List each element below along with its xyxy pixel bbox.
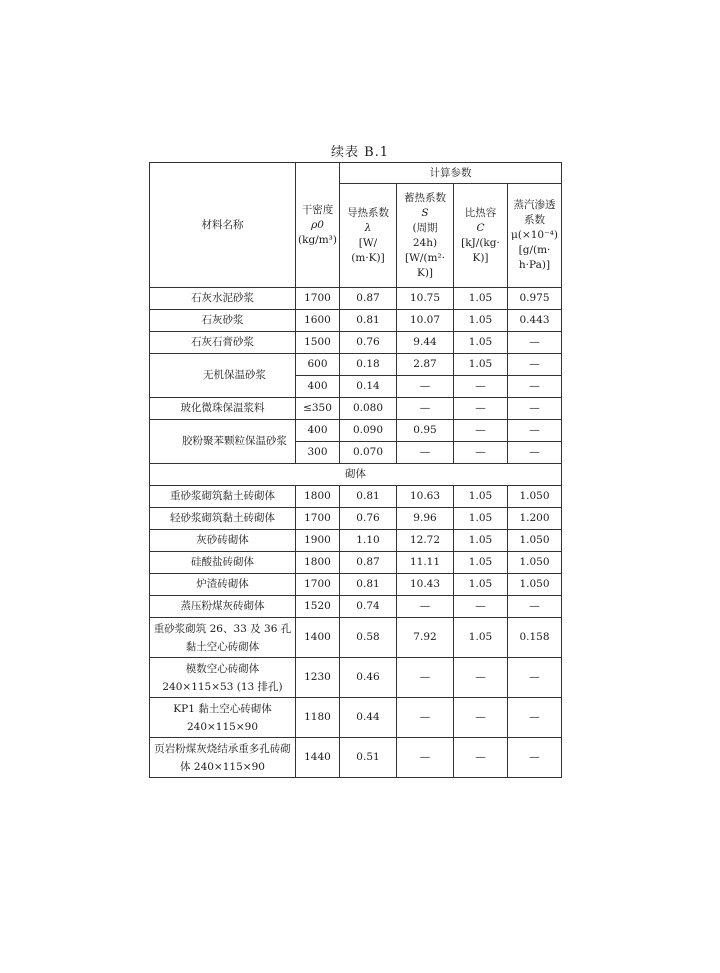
s-cell: — [397,658,454,698]
material-name-cell: 灰砂砖砌体 [150,530,296,552]
density-cell: 1600 [296,310,340,332]
density-cell: 1520 [296,596,340,618]
mu-cell: — [508,658,562,698]
material-name-cell: 石灰砂浆 [150,310,296,332]
c-cell: 1.05 [454,530,508,552]
lambda-cell: 0.76 [340,332,397,354]
density-cell: 1180 [296,698,340,738]
c-cell: — [454,738,508,778]
c-cell: 1.05 [454,618,508,658]
table-row [150,596,562,618]
material-name-cell: 模数空心砖砌体 240×115×53 (13 排孔) [150,658,296,698]
section-row [150,464,562,486]
material-name-cell: 石灰水泥砂浆 [150,288,296,310]
density-cell: 600 [296,354,340,376]
density-cell: 1400 [296,618,340,658]
table-row [150,618,562,658]
mu-cell: 1.200 [508,508,562,530]
c-cell: — [454,398,508,420]
lambda-cell: 0.87 [340,552,397,574]
table-row [150,698,562,738]
s-cell: — [397,596,454,618]
table-caption: 续表 B.1 [330,145,390,160]
table-row [150,658,562,698]
table-row [150,354,562,376]
table-row [150,552,562,574]
density-cell: 1900 [296,530,340,552]
material-name-cell: KP1 黏土空心砖砌体 240×115×90 [150,698,296,738]
c-cell: 1.05 [454,310,508,332]
lambda-cell: 0.87 [340,288,397,310]
lambda-cell: 0.76 [340,508,397,530]
table-row [150,738,562,778]
header-row-1 [150,163,562,184]
material-parameter-table [149,162,562,778]
s-cell: — [397,376,454,398]
mu-cell: 1.050 [508,530,562,552]
lambda-cell: 0.81 [340,310,397,332]
section-label: 砌体 [150,464,562,486]
header-lambda: 导热系数 λ [W/ (m·K)] [340,184,397,288]
s-cell: 9.44 [397,332,454,354]
lambda-cell: 0.18 [340,354,397,376]
lambda-cell: 0.51 [340,738,397,778]
header-s: 蓄热系数 S (周期 24h) [W/(m²· K)] [397,184,454,288]
density-cell: 400 [296,376,340,398]
lambda-cell: 0.14 [340,376,397,398]
s-cell: — [397,698,454,738]
c-cell: 1.05 [454,552,508,574]
mu-cell: — [508,420,562,442]
table-row [150,530,562,552]
mu-cell: 0.158 [508,618,562,658]
material-name-cell: 无机保温砂浆 [150,354,296,398]
c-cell: — [454,596,508,618]
density-cell: 400 [296,420,340,442]
s-cell: 10.07 [397,310,454,332]
lambda-cell: 0.58 [340,618,397,658]
table-row [150,420,562,442]
mu-cell: — [508,596,562,618]
table-row [150,398,562,420]
mu-cell: 1.050 [508,574,562,596]
lambda-cell: 0.46 [340,658,397,698]
density-cell: 1800 [296,552,340,574]
lambda-cell: 0.070 [340,442,397,464]
header-material-name: 材料名称 [150,163,296,288]
header-calc-params: 计算参数 [340,163,562,184]
material-name-cell: 石灰石膏砂浆 [150,332,296,354]
material-name-cell: 蒸压粉煤灰砖砌体 [150,596,296,618]
mu-cell: 1.050 [508,552,562,574]
density-cell: 1440 [296,738,340,778]
mu-cell: — [508,698,562,738]
density-cell: 300 [296,442,340,464]
material-name-cell: 玻化微珠保温浆料 [150,398,296,420]
mu-cell: — [508,376,562,398]
header-density: 干密度 ρ0 (kg/m³) [296,163,340,288]
density-cell: 1700 [296,288,340,310]
s-cell: 10.75 [397,288,454,310]
table-row [150,310,562,332]
table-row [150,332,562,354]
lambda-cell: 0.080 [340,398,397,420]
mu-cell: — [508,332,562,354]
s-cell: 2.87 [397,354,454,376]
lambda-cell: 0.74 [340,596,397,618]
density-cell: 1700 [296,508,340,530]
c-cell: — [454,442,508,464]
c-cell: 1.05 [454,354,508,376]
lambda-cell: 0.090 [340,420,397,442]
density-cell: 1500 [296,332,340,354]
material-name-cell: 硅酸盐砖砌体 [150,552,296,574]
c-cell: 1.05 [454,288,508,310]
header-mu: 蒸汽渗透 系数 μ(×10⁻⁴) [g/(m· h·Pa)] [508,184,562,288]
mu-cell: — [508,442,562,464]
s-cell: 12.72 [397,530,454,552]
s-cell: 0.95 [397,420,454,442]
c-cell: 1.05 [454,574,508,596]
density-cell: 1230 [296,658,340,698]
density-cell: 1700 [296,574,340,596]
mu-cell: 0.975 [508,288,562,310]
material-name-cell: 轻砂浆砌筑黏土砖砌体 [150,508,296,530]
density-cell: 1800 [296,486,340,508]
mu-cell: 0.443 [508,310,562,332]
c-cell: — [454,698,508,738]
c-cell: 1.05 [454,486,508,508]
s-cell: — [397,442,454,464]
s-cell: 10.63 [397,486,454,508]
material-name-cell: 重砂浆砌筑 26、33 及 36 孔黏土空心砖砌体 [150,618,296,658]
table-row [150,574,562,596]
mu-cell: — [508,354,562,376]
table-row [150,288,562,310]
material-name-cell: 页岩粉煤灰烧结承重多孔砖砌体 240×115×90 [150,738,296,778]
material-name-cell: 炉渣砖砌体 [150,574,296,596]
s-cell: 10.43 [397,574,454,596]
s-cell: 7.92 [397,618,454,658]
lambda-cell: 0.81 [340,486,397,508]
table-row [150,508,562,530]
s-cell: 11.11 [397,552,454,574]
mu-cell: — [508,398,562,420]
mu-cell: — [508,738,562,778]
material-name-cell: 胶粉聚苯颗粒保温砂浆 [150,420,296,464]
s-cell: — [397,398,454,420]
lambda-cell: 0.44 [340,698,397,738]
header-c: 比热容 C [kJ/(kg· K)] [454,184,508,288]
c-cell: 1.05 [454,332,508,354]
table-row [150,486,562,508]
lambda-cell: 0.81 [340,574,397,596]
s-cell: 9.96 [397,508,454,530]
c-cell: — [454,420,508,442]
c-cell: — [454,376,508,398]
lambda-cell: 1.10 [340,530,397,552]
c-cell: — [454,658,508,698]
c-cell: 1.05 [454,508,508,530]
density-cell: ≤350 [296,398,340,420]
s-cell: — [397,738,454,778]
mu-cell: 1.050 [508,486,562,508]
material-name-cell: 重砂浆砌筑黏土砖砌体 [150,486,296,508]
